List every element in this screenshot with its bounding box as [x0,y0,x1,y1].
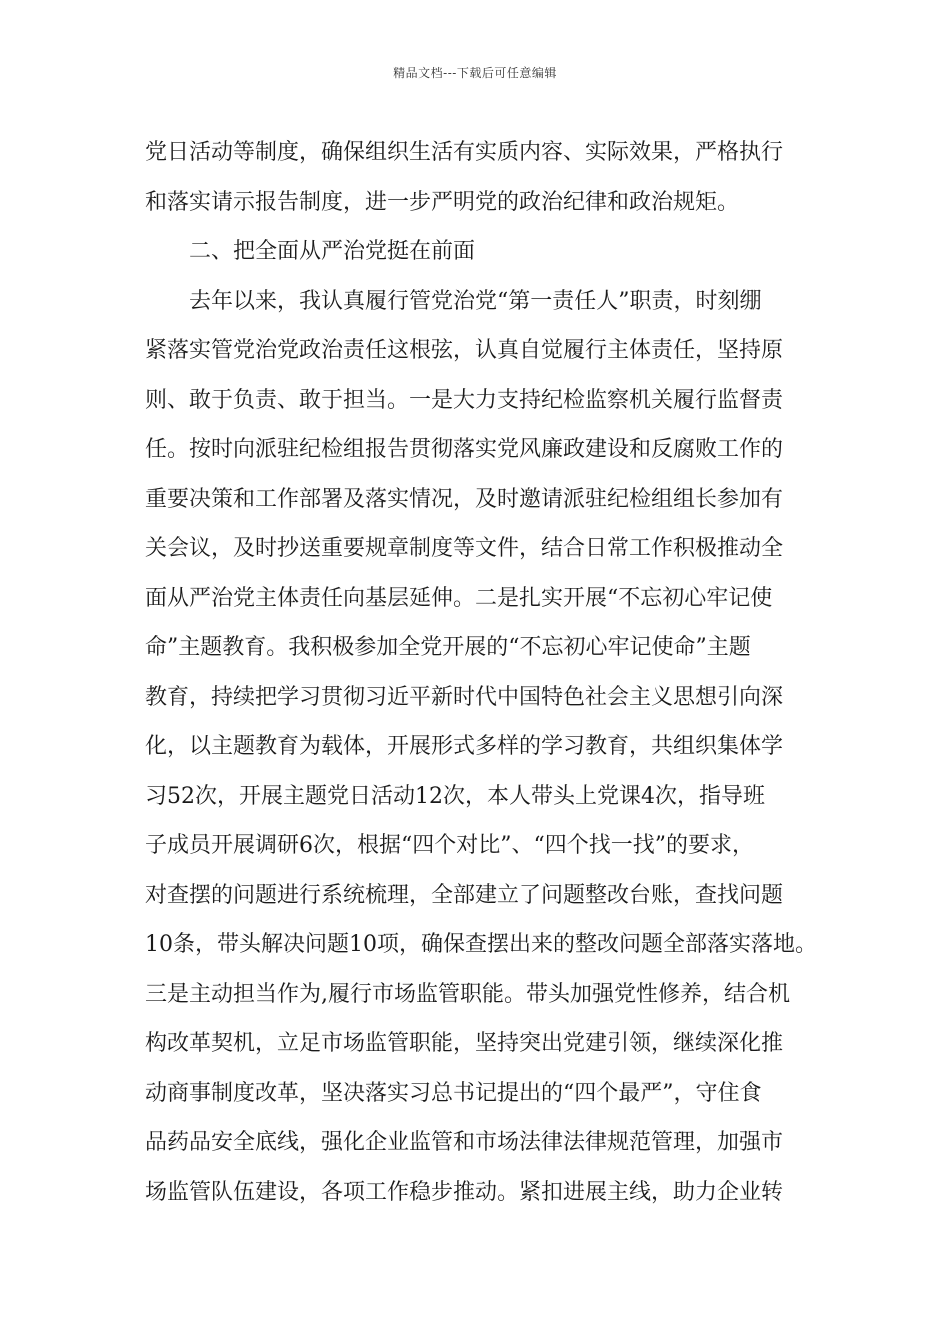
text-line: 场监管队伍建设，各项工作稳步推动。紧扣进展主线，助力企业转 [145,1179,784,1205]
document-body [145,128,825,1217]
text-line: 三是主动担当作为,履行市场监管职能。带头加强党性修养，结合机 [145,981,790,1007]
text-line: 任。按时向派驻纪检组报告贯彻落实党风廉政建设和反腐败工作的 [145,437,784,462]
page-header: 精品文档---下载后可任意编辑 [393,66,557,80]
text-line: 构改革契机，立足市场监管职能，坚持突出党建引领，继续深化推 [145,1031,784,1056]
text-line: 10条，带头解决问题10项，确保查摆出来的整改问题全部落实落地。 [145,932,817,957]
text-line: 命”主题教育。我积极参加全党开展的“不忘初心牢记使命”主题 [145,635,751,660]
text-line: 品药品安全底线，强化企业监管和市场法律法律规范管理，加强市 [145,1130,784,1155]
text-line: 子成员开展调研6次，根据“四个对比”、“四个找一找”的要求， [145,833,754,858]
text-line: 动商事制度改革，坚决落实习总书记提出的“四个最严”，守住食 [145,1080,762,1106]
text-line: 教育，持续把学习贯彻习近平新时代中国特色社会主义思想引向深 [145,684,784,710]
text-line: 面从严治党主体责任向基层延伸。二是扎实开展“不忘初心牢记使 [145,585,773,611]
text-line: 党日活动等制度，确保组织生活有实质内容、实际效果，严格执行 [145,140,784,165]
text-line: 紧落实管党治党政治责任这根弦，认真自觉履行主体责任，坚持原 [145,338,784,363]
text-line: 习52次，开展主题党日活动12次，本人带头上党课4次，指导班 [145,783,765,809]
text-line: 则、敢于负责、敢于担当。一是大力支持纪检监察机关履行监督责 [145,387,784,413]
text-line: 和落实请示报告制度，进一步严明党的政治纪律和政治规矩。 [145,189,740,215]
text-line: 对查摆的问题进行系统梳理，全部建立了问题整改台账，查找问题 [145,882,784,908]
paragraph-start: 去年以来，我认真履行管党治党“第一责任人”职责，时刻绷 [189,288,762,314]
section-heading: 二、把全面从严治党挺在前面 [189,239,476,264]
text-line: 关会议，及时抄送重要规章制度等文件，结合日常工作积极推动全 [145,536,784,561]
text-line: 化，以主题教育为载体，开展形式多样的学习教育，共组织集体学 [145,734,784,759]
text-line: 重要决策和工作部署及落实情况，及时邀请派驻纪检组组长参加有 [145,486,784,512]
